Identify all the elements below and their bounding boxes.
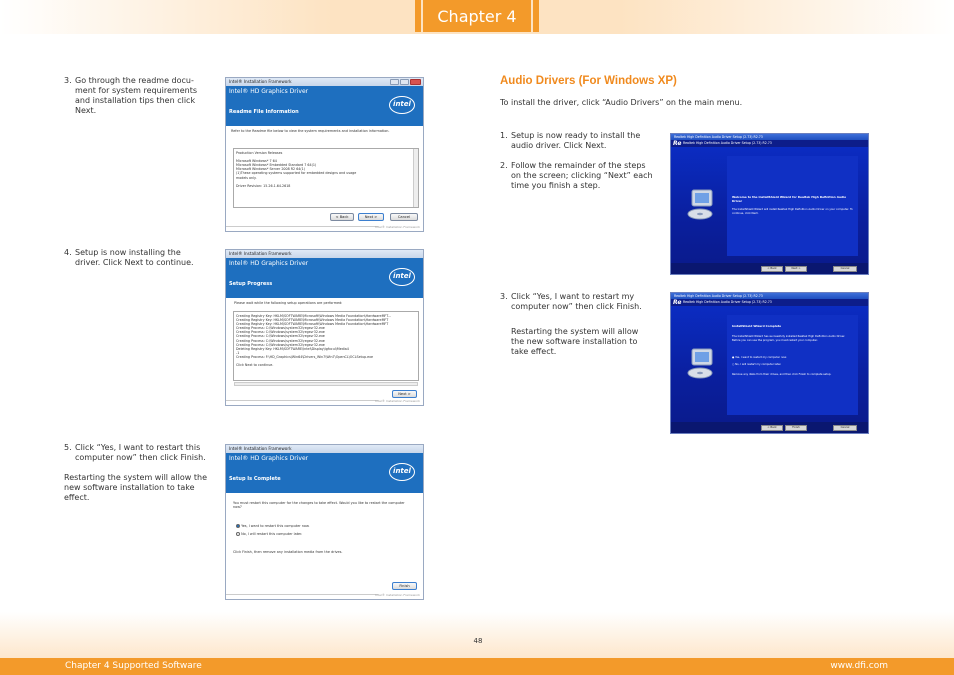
- readme-intro: Refer to the Readme file below to view the system requirements and installation information.: [231, 129, 390, 133]
- minimize-icon[interactable]: [390, 79, 399, 85]
- dialog-header: [226, 258, 423, 298]
- footer-divider: [226, 400, 378, 401]
- sub-title: Realtek High Definition Audio Driver Setup (2.73) R2.73: [683, 141, 772, 145]
- installer-disk-icon: [686, 188, 718, 222]
- step-4-text: Setup is now installing the driver. Click Next to continue.: [75, 248, 194, 267]
- page-title: Readme File Information: [229, 109, 299, 115]
- next-button[interactable]: Next >: [392, 390, 417, 398]
- step-5-text: Click “Yes, I want to restart this computer now” then click Finish.: [75, 443, 206, 462]
- restart-yes-label: Yes, I want to restart my computer now.: [735, 356, 787, 359]
- readme-scrollbar[interactable]: [413, 149, 418, 207]
- button-bar: [671, 422, 868, 433]
- step-3-number: 3.: [64, 76, 72, 85]
- intel-progress-dialog: [225, 249, 424, 406]
- realtek-complete-dialog: [670, 292, 869, 434]
- footer-chapter: Chapter 4 Supported Software: [65, 661, 202, 671]
- cancel-button[interactable]: Cancel: [833, 425, 857, 431]
- audio-step-3-text: Click “Yes, I want to restart my computer now” then click Finish.: [511, 292, 642, 311]
- intel-readme-dialog: [225, 77, 424, 232]
- chapter-tab-right-edge: [533, 0, 539, 32]
- complete-title: InstallShield Wizard Complete: [732, 324, 782, 328]
- title-bar: Realtek High Definition Audio Driver Setup (2.73) R2.73: [671, 134, 868, 140]
- restart-yes-label: Yes, I want to restart this computer now.: [241, 524, 310, 528]
- restart-yes-option[interactable]: ● Yes, I want to restart my computer now.: [732, 356, 787, 359]
- back-button[interactable]: < Back: [330, 213, 354, 221]
- back-button[interactable]: < Back: [761, 266, 783, 272]
- finish-button[interactable]: Finish: [392, 582, 417, 590]
- app-title: Intel® HD Graphics Driver: [229, 88, 309, 95]
- dialog-body: [226, 126, 423, 231]
- readme-textbox[interactable]: Production Version Releases Microsoft Windows* 7 64 Microsoft Windows* Embedded Standard 7 64(1) Microsoft Windows* Server 2008 R2 64(1) (1)These operating systems supported for embedded designs and usage models only. Driver Revision: 15.26.1.64.2618: [233, 148, 419, 208]
- footer-divider: [226, 226, 378, 227]
- progress-intro: Please wait while the following setup operations are performed:: [234, 301, 343, 305]
- page-title: Setup Is Complete: [229, 476, 281, 482]
- finish-button[interactable]: Finish: [785, 425, 807, 431]
- title-bar: [226, 445, 423, 453]
- window-title: Intel® Installation Framework: [229, 446, 292, 451]
- radio-selected-icon[interactable]: [236, 524, 240, 528]
- back-button[interactable]: < Back: [761, 425, 783, 431]
- footer-website: www.dfi.com: [830, 661, 888, 671]
- audio-step-3-number: 3.: [500, 292, 508, 301]
- wizard-panel: [727, 156, 858, 256]
- progress-log[interactable]: Creating Registry Key: HKLM\SOFTWARE\Microsoft\Windows Media Foundation\HardwareMFT... Creating Registry Key: HKLM\SOFTWARE\Microsoft\Windows Media Foundation\HardwareMFT Creating Registry Key: HKLM\SOFTWARE\Microsoft\Windows Media Foundation\HardwareMFT Creating Process: C:\Windows\system32\regsvr32.exe Creating Process: C:\Windows\system32\regsvr32.exe Creating Process: C:\Windows\system32\regsvr32.exe Creating Process: C:\Windows\system32\regsvr32.exe Creating Process: C:\Windows\system32\regsvr32.exe Deleting Registry Key: HKLM\SOFTWARE\Intel\Display\igfxcui\Media4 -1 Creating Process: F:\HD_Graphics\Win64\Drivers_Win7\Win7\OpenCL\OCLSetup.exe Click Next to continue.: [233, 311, 419, 381]
- next-button[interactable]: Next >: [358, 213, 384, 221]
- restart-yes-option[interactable]: [236, 524, 310, 528]
- chapter-tab-left-edge: [415, 0, 421, 32]
- sub-title: Realtek High Definition Audio Driver Setup (2.73) R2.73: [683, 300, 772, 304]
- welcome-text: The InstallShield Wizard will install Realtek High Definition Audio Driver on your computer. To continue, click Next.: [732, 208, 853, 215]
- restart-no-option[interactable]: ○ No, I will restart my computer later.: [732, 363, 782, 366]
- complete-text: The InstallShield Wizard has successfully installed Realtek High Definition Audio Driver. Before you can use the program, you must restart your computer.: [732, 335, 846, 342]
- cancel-button[interactable]: Cancel: [390, 213, 418, 221]
- restart-note-left: Restarting the system will allow the new software installation to take effect.: [64, 473, 208, 502]
- footer-band: [0, 612, 954, 658]
- section-intro: To install the driver, click “Audio Drivers” on the main menu.: [500, 98, 743, 107]
- step-4-number: 4.: [64, 248, 72, 257]
- cancel-button[interactable]: Cancel: [833, 266, 857, 272]
- chapter-tab: [423, 0, 531, 32]
- dialog-body: [226, 493, 423, 599]
- page-number: 48: [473, 637, 483, 645]
- audio-step-2-number: 2.: [500, 161, 508, 170]
- step-5-number: 5.: [64, 443, 72, 452]
- app-title: Intel® HD Graphics Driver: [229, 260, 309, 267]
- intel-logo-icon: intel: [389, 463, 415, 481]
- realtek-logo-icon: Re: [673, 140, 682, 147]
- title-bar: [226, 78, 423, 86]
- welcome-title: Welcome to the InstallShield Wizard for Realtek High Definition Audio Driver: [732, 195, 847, 203]
- dialog-footer: Intel® Installation Framework: [375, 225, 420, 229]
- dialog-header: [226, 453, 423, 493]
- wizard-panel: [727, 315, 858, 415]
- horizontal-scrollbar[interactable]: [234, 382, 418, 386]
- installer-disk-icon: [686, 347, 718, 381]
- app-title: Intel® HD Graphics Driver: [229, 455, 309, 462]
- dialog-footer: Intel® Installation Framework: [375, 399, 420, 403]
- remove-media-note: Click Finish, then remove any installation media from the drives.: [233, 550, 343, 554]
- intel-logo-icon: intel: [389, 96, 415, 114]
- section-title: Audio Drivers (For Windows XP): [500, 75, 677, 87]
- chapter-label: Chapter 4: [437, 6, 517, 26]
- realtek-welcome-dialog: [670, 133, 869, 275]
- title-bar: Realtek High Definition Audio Driver Setup (2.73) R2.73: [671, 293, 868, 299]
- maximize-icon[interactable]: [400, 79, 409, 85]
- audio-step-1-number: 1.: [500, 131, 508, 140]
- footer-divider: [226, 594, 378, 595]
- window-title: Intel® Installation Framework: [229, 79, 292, 84]
- dialog-footer: Intel® Installation Framework: [375, 593, 420, 597]
- dialog-header: [226, 86, 423, 126]
- button-bar: [671, 263, 868, 274]
- intel-complete-dialog: [225, 444, 424, 600]
- audio-restart-note: Restarting the system will allow the new software installation to take effect.: [511, 327, 639, 356]
- close-icon[interactable]: [410, 79, 421, 85]
- sub-title-bar: [671, 299, 868, 306]
- audio-step-2-text: Follow the remainder of the steps on the screen; clicking “Next” each time you finish a step.: [511, 161, 653, 190]
- complete-intro: You must restart this computer for the changes to take effect. Would you like to restart the computer now?: [233, 501, 405, 510]
- restart-no-option[interactable]: [236, 532, 302, 536]
- restart-no-label: No, I will restart my computer later.: [735, 363, 782, 366]
- sub-title-bar: [671, 140, 868, 147]
- next-button[interactable]: Next >: [785, 266, 807, 272]
- title-bar: [226, 250, 423, 258]
- page-title: Setup Progress: [229, 281, 273, 287]
- intel-logo-icon: intel: [389, 268, 415, 286]
- radio-unselected-icon[interactable]: [236, 532, 240, 536]
- dialog-body: [226, 298, 423, 405]
- window-title: Intel® Installation Framework: [229, 251, 292, 256]
- restart-no-label: No, I will restart this computer later.: [241, 532, 303, 536]
- remove-disks-note: Remove any disks from their drives, and then click Finish to complete setup.: [732, 373, 832, 376]
- audio-step-1-text: Setup is now ready to install the audio driver. Click Next.: [511, 131, 641, 150]
- realtek-logo-icon: Re: [673, 299, 682, 306]
- step-3-text: Go through the readme docu- ment for system requirements and installation tips then click Next.: [75, 76, 198, 115]
